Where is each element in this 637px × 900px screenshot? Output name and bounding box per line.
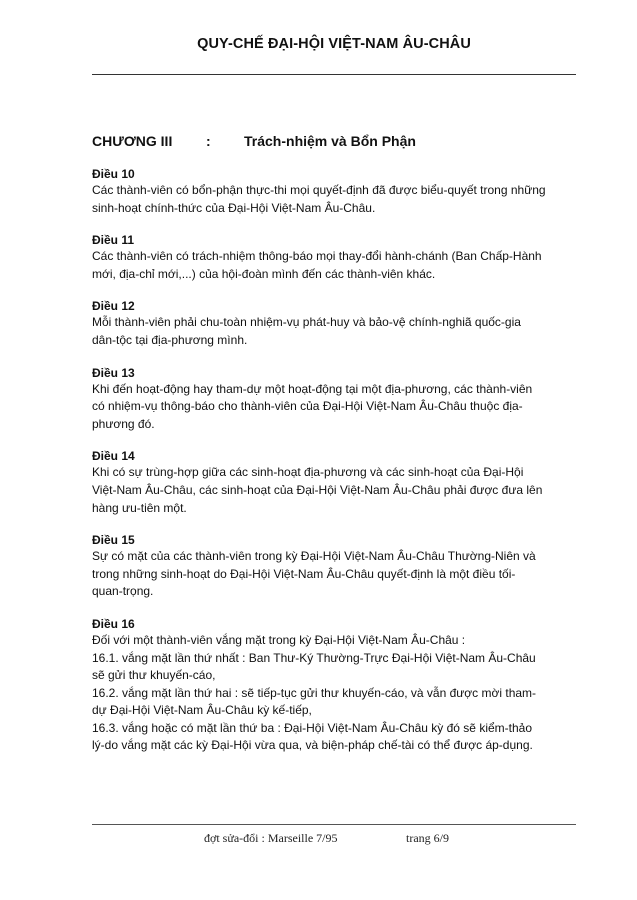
sub-item-text: vắng mặt lần thứ hai : sẽ tiếp-tục gửi thư khuyến-cáo, và vẫn được mời tham- — [122, 685, 537, 700]
sub-item-continuation: dự Đại-Hội Việt-Nam Âu-Châu kỳ kế-tiếp, — [92, 703, 312, 718]
article-title: Điều 16 — [92, 616, 135, 631]
chapter-number: CHƯƠNG III — [92, 133, 173, 149]
article-title: Điều 12 — [92, 299, 135, 314]
sub-item-16-2 — [92, 685, 576, 703]
footer-divider — [92, 824, 576, 825]
article-title: Điều 14 — [92, 449, 135, 464]
article-title: Điều 13 — [92, 365, 135, 380]
article-line: Các thành-viên có bổn-phận thực-thi mọi quyết-định đã được biểu-quyết trong những — [92, 183, 546, 197]
document-header-title: QUY-CHẾ ĐẠI-HỘI VIỆT-NAM ÂU-CHÂU — [197, 36, 471, 52]
article-line: hàng ưu-tiên một. — [92, 500, 187, 515]
footer-page-number: trang 6/9 — [406, 831, 449, 845]
chapter-title: Trách-nhiệm và Bổn Phận — [244, 133, 416, 149]
article-line: có nhiệm-vụ thông-báo cho thành-viên của Đại-Hội Việt-Nam Âu-Châu thuộc địa- — [92, 399, 523, 414]
article-12 — [92, 298, 576, 349]
article-14 — [92, 448, 576, 517]
article-13 — [92, 365, 576, 434]
article-11 — [92, 232, 576, 283]
article-title: Điều 11 — [92, 233, 135, 248]
article-line: sinh-hoạt chính-thức của Đại-Hội Việt-Nam Âu-Châu. — [92, 200, 376, 215]
article-line: trong những sinh-hoạt do Đại-Hội Việt-Nam Âu-Châu quyết-định là một điều tối- — [92, 566, 516, 581]
sub-item-continuation: sẽ gửi thư khuyến-cáo, — [92, 668, 216, 683]
article-line: Sự có mặt của các thành-viên trong kỳ Đại-Hội Việt-Nam Âu-Châu Thường-Niên và — [92, 549, 536, 564]
sub-item-text: vắng mặt lần thứ nhất : Ban Thư-Ký Thường-Trực Đại-Hội Việt-Nam Âu-Châu — [122, 650, 536, 665]
sub-item-number: 16.3. — [92, 720, 119, 735]
sub-item-number: 16.1. — [92, 650, 119, 665]
article-line: Các thành-viên có trách-nhiệm thông-báo mọi thay-đổi hành-chánh (Ban Chấp-Hành — [92, 249, 542, 264]
sub-item-text: vắng hoặc có mặt lần thứ ba : Đại-Hội Việt-Nam Âu-Châu kỳ đó sẽ kiểm-thảo — [122, 720, 533, 735]
article-16 — [92, 616, 576, 755]
article-line: dân-tộc tại địa-phương mình. — [92, 332, 248, 347]
sub-item-number: 16.2. — [92, 685, 119, 700]
article-line: mới, địa-chỉ mới,...) của hội-đoàn mình đến các thành-viên khác. — [92, 266, 436, 281]
chapter-heading — [92, 133, 576, 153]
article-title: Điều 10 — [92, 167, 135, 181]
article-line: Mỗi thành-viên phải chu-toàn nhiệm-vụ phát-huy và bảo-vệ chính-nghiã quốc-gia — [92, 315, 521, 330]
chapter-separator: : — [206, 133, 211, 149]
article-15 — [92, 532, 576, 601]
article-line: Việt-Nam Âu-Châu, các sinh-hoạt của Đại-Hội Việt-Nam Âu-Châu phải được đưa lên — [92, 482, 543, 497]
article-line: Khi có sự trùng-hợp giữa các sinh-hoạt địa-phương và các sinh-hoạt của Đại-Hội — [92, 465, 524, 480]
article-line: quan-trọng. — [92, 584, 154, 599]
sub-item-16-3 — [92, 720, 576, 738]
article-10 — [92, 166, 576, 217]
sub-item-continuation: lý-do vắng mặt các kỳ Đại-Hội vừa qua, và biện-pháp chế-tài có thể được áp-dụng. — [92, 738, 533, 753]
article-line: Khi đến hoạt-động hay tham-dự một hoạt-động tại một địa-phương, các thành-viên — [92, 381, 533, 396]
sub-item-16-1 — [92, 650, 576, 668]
article-line: phương đó. — [92, 416, 155, 431]
article-line: Đối với một thành-viên vắng mặt trong kỳ Đại-Hội Việt-Nam Âu-Châu : — [92, 632, 466, 647]
header-divider — [92, 74, 576, 75]
articles-list — [92, 166, 576, 770]
article-title: Điều 15 — [92, 533, 135, 548]
footer-revision: đợt sửa-đổi : Marseille 7/95 — [204, 831, 338, 845]
